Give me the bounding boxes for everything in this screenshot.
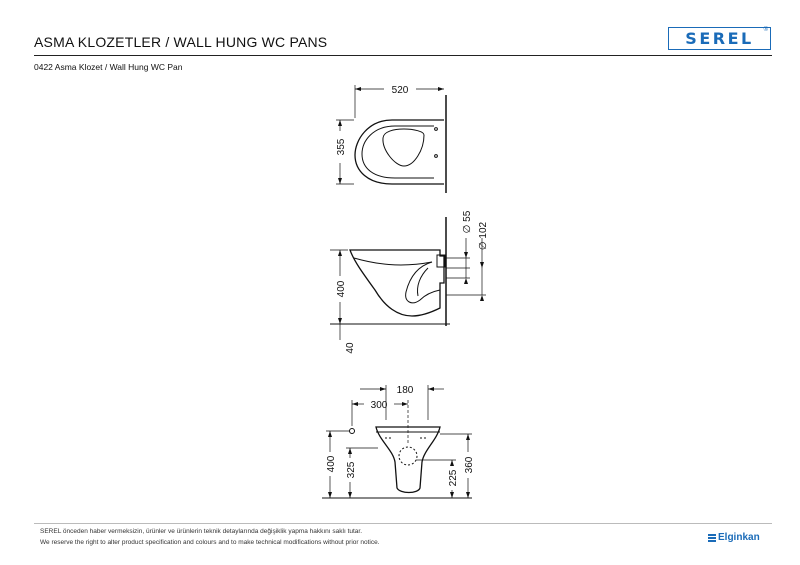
footer-divider [34, 523, 772, 524]
disclaimer-english: We reserve the right to alter product specification and colours and to make technical modifications without prior notice. [40, 539, 380, 546]
dim-pipe-large: ∅ 102 [478, 221, 489, 251]
dim-front-offset: 180 [396, 385, 414, 396]
dim-front-low: 225 [448, 469, 459, 487]
dim-front-height: 400 [326, 455, 337, 473]
brand-name: Elginkan [718, 532, 760, 543]
dim-front-inner: 325 [346, 461, 357, 479]
page-title: ASMA KLOZETLER / WALL HUNG WC PANS [34, 34, 328, 50]
dim-top-width: 520 [391, 85, 409, 96]
product-subtitle: 0422 Asma Klozet / Wall Hung WC Pan [34, 62, 183, 72]
dim-front-right: 360 [464, 456, 475, 474]
elginkan-logo [708, 532, 760, 543]
dim-front-width: 300 [370, 400, 388, 411]
dim-top-depth: 355 [336, 138, 347, 156]
disclaimer-turkish: SEREL önceden haber vermeksizin, ürünler ve ürünlerin teknik detaylarında değişiklik yapma hakkını saklı tutar. [40, 528, 363, 535]
elginkan-mark-icon [708, 534, 716, 542]
logo-registered-mark: ® [763, 27, 768, 33]
dim-pipe-small: ∅ 55 [462, 210, 473, 234]
logo-text: SEREL [685, 29, 754, 48]
side-view [330, 217, 486, 340]
dim-side-height: 400 [336, 280, 347, 298]
dim-floor-gap: 40 [345, 342, 356, 354]
top-view [336, 85, 446, 193]
